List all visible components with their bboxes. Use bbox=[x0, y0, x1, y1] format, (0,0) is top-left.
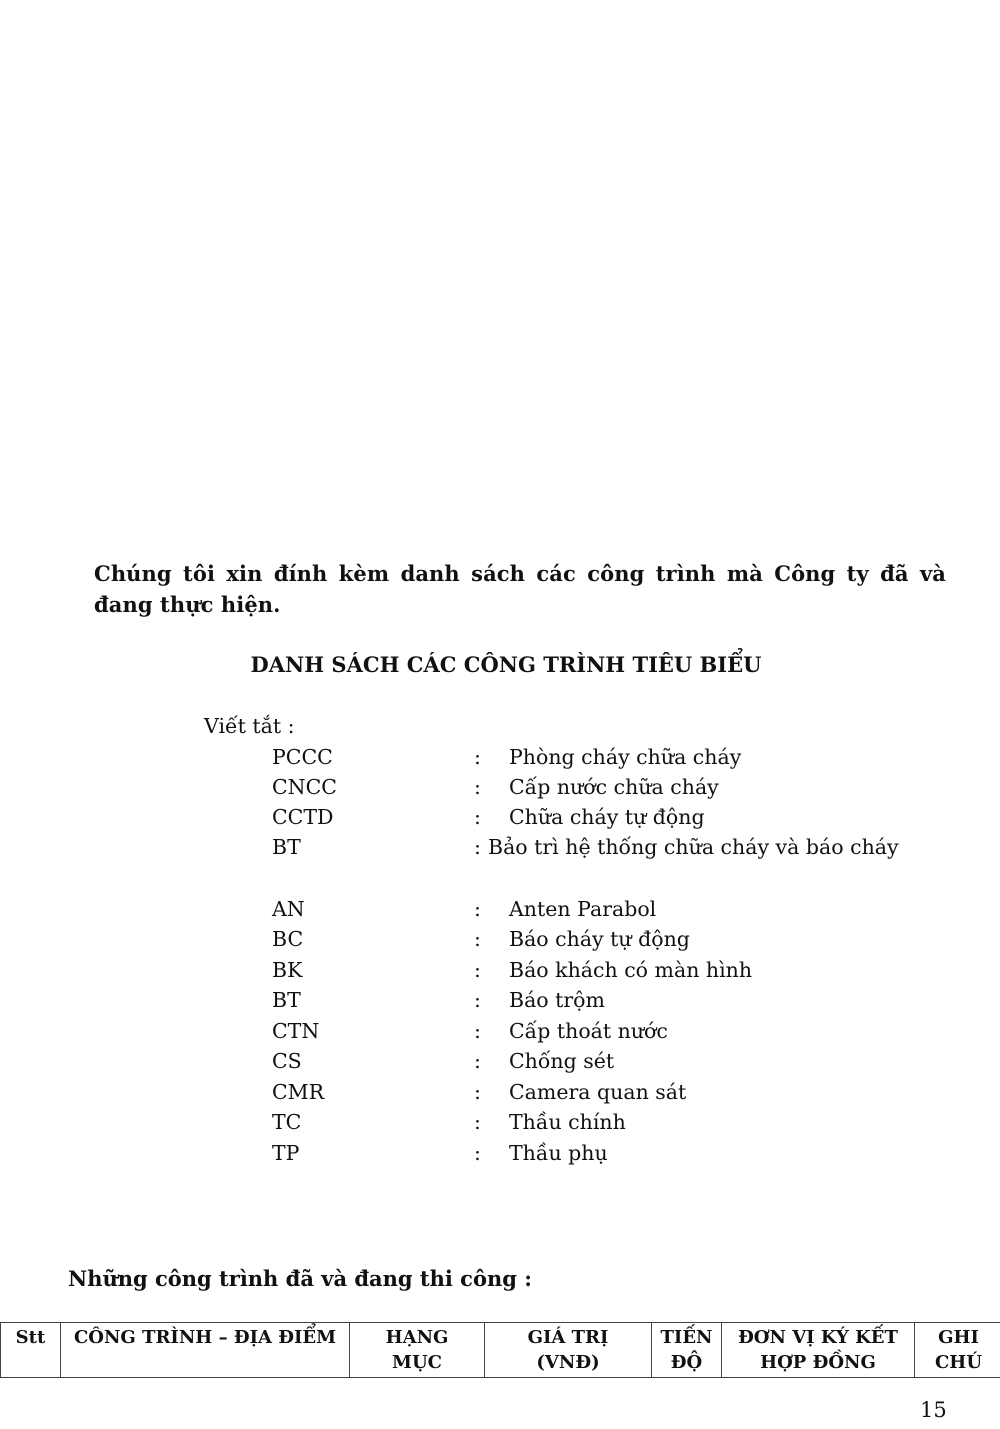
column-header-progress bbox=[652, 1323, 722, 1378]
abbreviation-code: PCCC bbox=[272, 745, 333, 769]
abbreviation-row bbox=[0, 1141, 1000, 1171]
abbreviation-colon: : bbox=[474, 835, 481, 859]
column-header-line: CÔNG TRÌNH – ĐỊA ĐIỂM bbox=[73, 1327, 337, 1348]
abbreviation-code: BT bbox=[272, 988, 301, 1012]
abbreviation-definition: Cấp thoát nước bbox=[509, 1019, 668, 1043]
abbreviation-definition: Anten Parabol bbox=[509, 897, 657, 921]
column-header-line: MỤC bbox=[392, 1352, 442, 1373]
abbreviation-row bbox=[0, 745, 1000, 775]
abbreviation-colon: : bbox=[474, 1019, 481, 1043]
document-title: DANH SÁCH CÁC CÔNG TRÌNH TIÊU BIỂU bbox=[250, 652, 762, 677]
abbreviation-row bbox=[0, 958, 1000, 988]
column-header-line: CHÚ bbox=[934, 1352, 983, 1373]
abbreviation-row bbox=[0, 835, 1000, 865]
column-header-line: HẠNG bbox=[385, 1327, 449, 1348]
abbreviation-colon: : bbox=[474, 1110, 481, 1134]
works-table bbox=[0, 1322, 1000, 1378]
intro-paragraph: Chúng tôi xin đính kèm danh sách các công trình mà Công ty đã và đang thực hiện. bbox=[94, 561, 946, 617]
abbreviation-definition: Chữa cháy tự động bbox=[509, 805, 705, 829]
abbreviation-colon: : bbox=[474, 988, 481, 1012]
abbreviation-code: TP bbox=[272, 1141, 300, 1165]
abbreviation-colon: : bbox=[474, 1141, 481, 1165]
abbreviation-colon: : bbox=[474, 1080, 481, 1104]
abbreviation-code: CTN bbox=[272, 1019, 320, 1043]
abbreviation-definition: Chống sét bbox=[509, 1049, 615, 1073]
abbreviations-heading: Viết tắt : bbox=[204, 714, 295, 738]
works-section-heading: Những công trình đã và đang thi công : bbox=[68, 1266, 532, 1291]
column-header-project-location bbox=[61, 1323, 350, 1378]
column-header-line: (VNĐ) bbox=[536, 1352, 600, 1373]
abbreviation-definition: Báo khách có màn hình bbox=[509, 958, 753, 982]
abbreviation-definition: Thầu chính bbox=[509, 1110, 626, 1134]
abbreviation-code: CNCC bbox=[272, 775, 337, 799]
abbreviation-row bbox=[0, 1080, 1000, 1110]
column-header-line: ĐƠN VỊ KÝ KẾT bbox=[738, 1327, 898, 1348]
table-header-row bbox=[1, 1323, 1000, 1378]
abbreviation-code: CCTD bbox=[272, 805, 334, 829]
column-header-line: ĐỘ bbox=[670, 1352, 703, 1373]
abbreviation-row bbox=[0, 805, 1000, 835]
column-header-line: GIÁ TRỊ bbox=[527, 1327, 609, 1348]
abbreviation-definition: Camera quan sát bbox=[509, 1080, 687, 1104]
abbreviation-definition: Bảo trì hệ thống chữa cháy và báo cháy bbox=[488, 835, 899, 859]
column-header-contracting-party bbox=[722, 1323, 915, 1378]
abbreviation-colon: : bbox=[474, 805, 481, 829]
abbreviation-row bbox=[0, 927, 1000, 957]
column-header-stt bbox=[1, 1323, 61, 1378]
abbreviation-colon: : bbox=[474, 897, 481, 921]
column-header-value bbox=[485, 1323, 652, 1378]
abbreviation-definition: Phòng cháy chữa cháy bbox=[509, 745, 742, 769]
abbreviation-code: AN bbox=[272, 897, 305, 921]
abbreviation-colon: : bbox=[474, 927, 481, 951]
abbreviation-colon: : bbox=[474, 745, 481, 769]
abbreviation-row bbox=[0, 775, 1000, 805]
abbreviation-code: BK bbox=[272, 958, 303, 982]
abbreviation-code: TC bbox=[272, 1110, 302, 1134]
abbreviation-code: CMR bbox=[272, 1080, 325, 1104]
abbreviation-colon: : bbox=[474, 958, 481, 982]
abbreviation-row bbox=[0, 988, 1000, 1018]
page-number: 15 bbox=[920, 1398, 947, 1422]
abbreviation-definition: Thầu phụ bbox=[509, 1141, 608, 1165]
column-header-line: Stt bbox=[15, 1327, 46, 1348]
abbreviation-row bbox=[0, 897, 1000, 927]
column-header-line: TIẾN bbox=[660, 1327, 713, 1348]
column-header-line: GHI bbox=[938, 1327, 979, 1348]
abbreviation-row bbox=[0, 1110, 1000, 1140]
column-header-line: HỢP ĐỒNG bbox=[760, 1352, 876, 1373]
abbreviation-definition: Báo trộm bbox=[509, 988, 605, 1012]
abbreviation-row bbox=[0, 1049, 1000, 1079]
abbreviation-code: BT bbox=[272, 835, 301, 859]
column-header-category bbox=[350, 1323, 485, 1378]
abbreviation-colon: : bbox=[474, 775, 481, 799]
column-header-notes bbox=[915, 1323, 1000, 1378]
abbreviation-row bbox=[0, 1019, 1000, 1049]
abbreviation-code: BC bbox=[272, 927, 304, 951]
abbreviation-definition: Cấp nước chữa cháy bbox=[509, 775, 719, 799]
abbreviation-colon: : bbox=[474, 1049, 481, 1073]
abbreviation-code: CS bbox=[272, 1049, 302, 1073]
abbreviation-definition: Báo cháy tự động bbox=[509, 927, 690, 951]
